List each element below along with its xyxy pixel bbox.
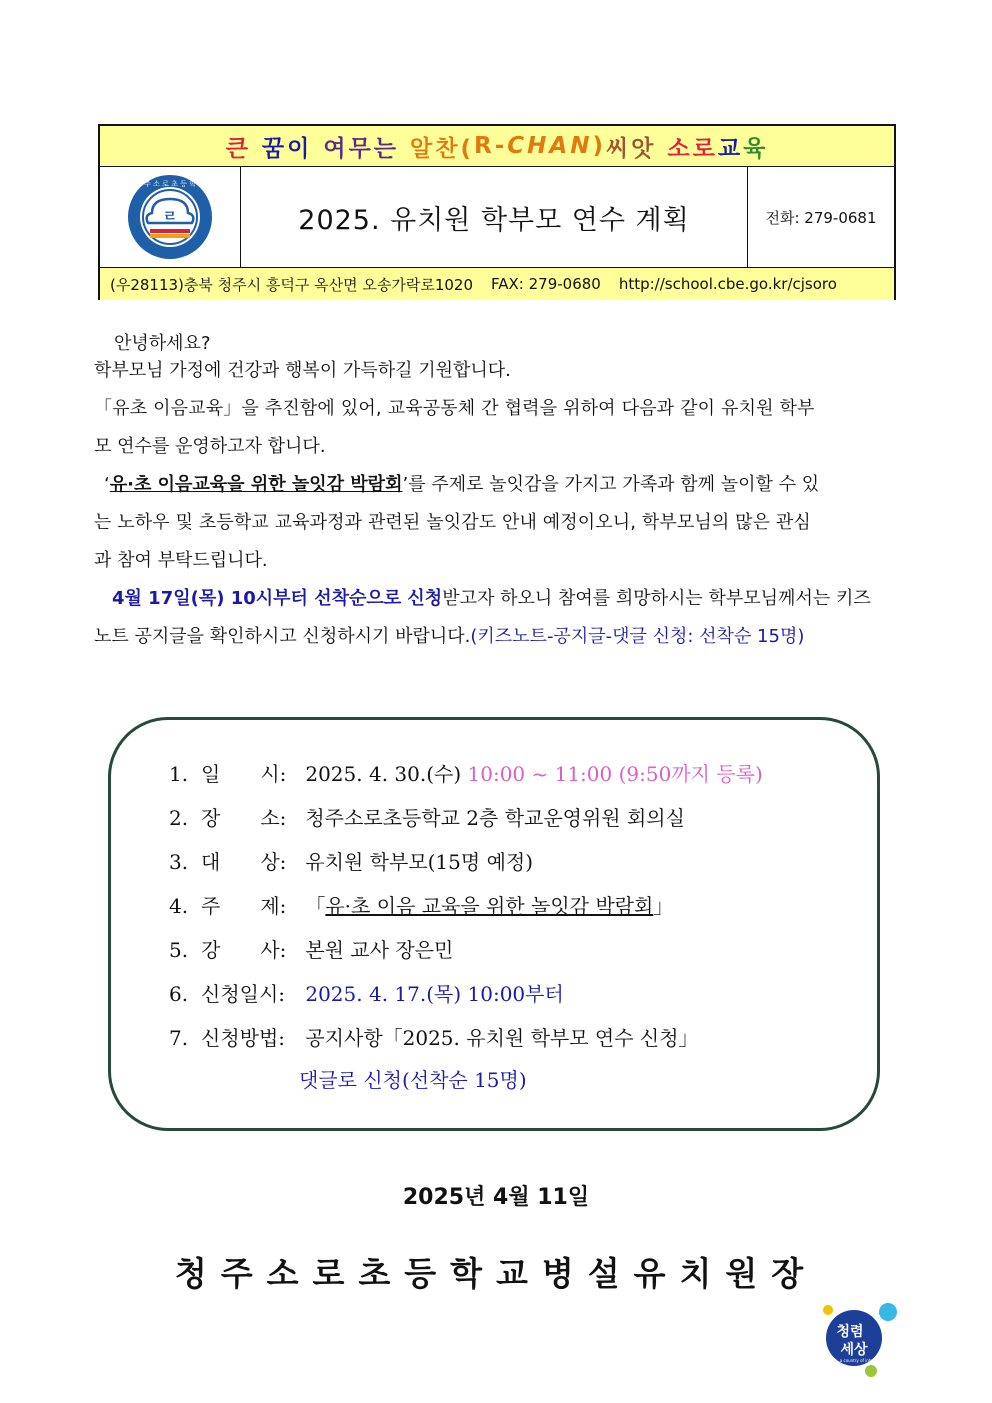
detail-item bbox=[169, 890, 673, 919]
integrity-emblem-icon bbox=[820, 1300, 904, 1380]
slogan-word: 교 bbox=[717, 135, 744, 162]
item-label: 장 소: bbox=[201, 806, 287, 830]
details-box bbox=[108, 717, 880, 1131]
item-number: 2. bbox=[169, 806, 189, 830]
document-date: 2025년 4월 11일 bbox=[402, 1185, 590, 1210]
slogan-banner bbox=[100, 126, 894, 167]
paragraph-3-rest: ’를 주제로 놀잇감을 가지고 가족과 함께 놀이할 수 있 bbox=[402, 474, 820, 495]
item-number: 1. bbox=[169, 762, 189, 786]
svg-text:ㄹ: ㄹ bbox=[162, 207, 178, 225]
page-title: 2025. 유치원 학부모 연수 계획 bbox=[241, 167, 748, 267]
school-logo-cell bbox=[100, 167, 241, 267]
slogan-word: 여무는 bbox=[323, 135, 411, 162]
paragraph-2-line-2: 모 연수를 운영하고자 합니다. bbox=[94, 436, 326, 457]
item-label: 강 사: bbox=[201, 938, 287, 962]
slogan-word: 큰 bbox=[225, 135, 262, 162]
detail-item bbox=[169, 934, 453, 963]
integrity-emblem bbox=[820, 1300, 904, 1384]
address-bar bbox=[100, 268, 894, 300]
svg-text:Korea, a country of integrity: Korea, a country of integrity bbox=[825, 1358, 883, 1363]
item-theme: 유·초 이음 교육을 위한 놀잇감 박람회 bbox=[325, 894, 654, 918]
school-logo-icon bbox=[126, 173, 214, 261]
phone-number: 전화: 279-0681 bbox=[765, 208, 877, 227]
paragraph-3-line-2: 는 노하우 및 초등학교 교육과정과 관련된 놀잇감도 안내 예정이오니, 학부모님의 많은 관심 bbox=[94, 512, 811, 533]
item-label: 신청방법: bbox=[201, 1026, 286, 1050]
item-tail: 」 bbox=[653, 894, 674, 918]
school-url: http://school.cbe.go.kr/cjsoro bbox=[618, 275, 837, 293]
paragraph-4-rest: 받고자 하오니 참여를 희망하시는 학부모님께서는 키즈 bbox=[442, 588, 871, 609]
item-number: 5. bbox=[169, 938, 189, 962]
slogan-word: 알찬( bbox=[410, 135, 474, 162]
theme-title: 유·초 이음교육을 위한 놀잇감 박람회 bbox=[109, 474, 403, 495]
paragraph-4-text: 노트 공지글을 확인하시고 신청하시기 바랍니다. bbox=[94, 626, 471, 647]
slogan-word: 꿈이 bbox=[261, 135, 324, 162]
detail-item bbox=[169, 758, 763, 787]
paragraph-2-line-1: 「유초 이음교육」을 추진함에 있어, 교육공동체 간 협력을 위하여 다음과 같이 유치원 학부 bbox=[94, 398, 815, 419]
registration-note: (키즈노트-공지글-댓글 신청: 선착순 15명) bbox=[470, 626, 805, 647]
paragraph-4-line-1 bbox=[94, 580, 898, 618]
item-number: 4. bbox=[169, 894, 189, 918]
item-value: 유치원 학부모(15명 예정) bbox=[299, 850, 534, 874]
header-box bbox=[98, 124, 896, 300]
slogan-word: ) bbox=[592, 133, 606, 159]
greeting: 안녕하세요? bbox=[114, 333, 211, 354]
detail-item bbox=[169, 1022, 699, 1051]
item-date: 2025. 4. 17.(목) 10:00부터 bbox=[305, 982, 564, 1006]
paragraph-3-line-3: 과 참여 부탁드립니다. bbox=[94, 550, 268, 571]
detail-item bbox=[169, 978, 564, 1007]
slogan-word: 육 bbox=[743, 135, 769, 162]
svg-text:세상: 세상 bbox=[840, 1342, 868, 1358]
paragraph-1: 학부모님 가정에 건강과 행복이 가득하길 기원합니다. bbox=[94, 360, 511, 381]
slogan-word: CHAN bbox=[507, 133, 593, 159]
item-number: 3. bbox=[169, 850, 189, 874]
address-text: (우28113)충북 청주시 흥덕구 옥산면 오송가락로1020 bbox=[110, 275, 473, 294]
item-number: 7. bbox=[169, 1026, 189, 1050]
item-time: 10:00 ~ 11:00 (9:50까지 등록) bbox=[467, 762, 763, 786]
registration-highlight: 4월 17일(목) 10시부터 선착순으로 신청 bbox=[112, 588, 443, 609]
detail-item-continued bbox=[299, 1064, 527, 1093]
quote-open: ‘ bbox=[104, 474, 110, 495]
item-label: 주 제: bbox=[201, 894, 287, 918]
svg-text:청렴: 청렴 bbox=[836, 1324, 864, 1340]
paragraph-4-line-2 bbox=[94, 618, 898, 656]
item-number: 6. bbox=[169, 982, 189, 1006]
item-label: 대 상: bbox=[201, 850, 287, 874]
paragraph-3-line-1 bbox=[94, 466, 898, 504]
slogan-word: 소로 bbox=[667, 135, 718, 162]
item-value: 2025. 4. 30.(수) bbox=[299, 762, 468, 786]
item-value: 청주소로초등학교 2층 학교운영위원 회의실 bbox=[299, 806, 685, 830]
letter-paragraphs bbox=[94, 352, 898, 656]
fax-text: FAX: 279-0680 bbox=[491, 275, 601, 293]
slogan-word: 씨앗 bbox=[605, 135, 668, 162]
svg-text:청 주 소 로 초 등 학 교: 청 주 소 로 초 등 학 교 bbox=[135, 180, 205, 188]
item-value: 「 bbox=[299, 894, 326, 918]
detail-item bbox=[169, 846, 533, 875]
signature: 청주소로초등학교병설유치원장 bbox=[174, 1254, 818, 1293]
item-method-note: 댓글로 신청(선착순 15명) bbox=[299, 1068, 527, 1092]
item-value: 공지사항「2025. 유치원 학부모 연수 신청」 bbox=[299, 1026, 699, 1050]
detail-item bbox=[169, 802, 685, 831]
item-value: 본원 교사 장은민 bbox=[299, 938, 454, 962]
item-label: 일 시: bbox=[201, 762, 287, 786]
item-label: 신청일시: bbox=[201, 982, 286, 1006]
slogan-word: R- bbox=[474, 133, 508, 159]
